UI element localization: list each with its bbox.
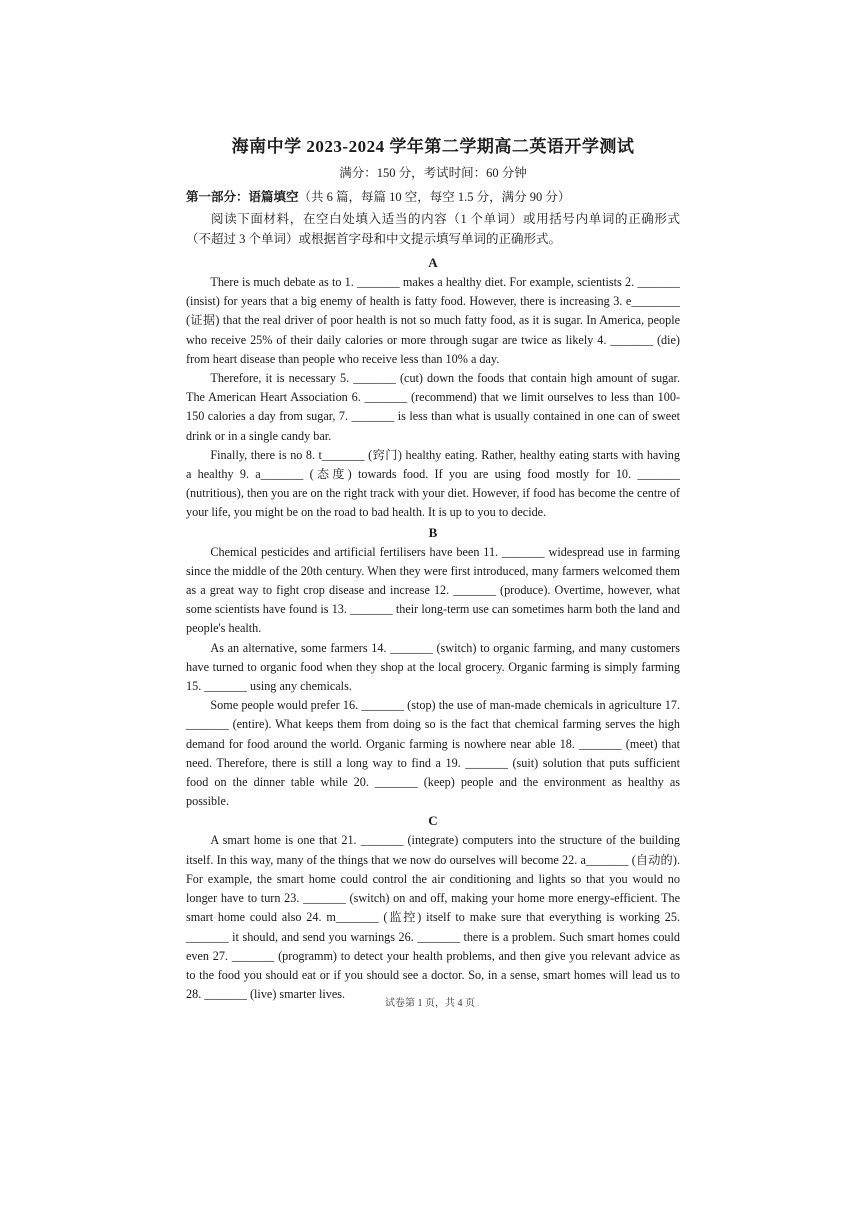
part-heading (186, 187, 680, 205)
paragraph: Chemical pesticides and artificial fertilisers have been 11. _______ widespread use in farming since the middle of the 20th century. When they were first introduced, many farmers welcomed them as a great way to fight crop disease and increase 12. _______ (produce). Overtime, however, what some scientists have found is 13. _______ their long-term use can sometimes harm both the land and people's health. (186, 544, 680, 636)
paragraph: A smart home is one that 21. _______ (integrate) computers into the structure of the building itself. In this way, many of the things that we now do ourselves will become 22. a_______ (自动的). For example, the smart home could control the air conditioning and lights so that you would no longer have to turn 23. _______ (switch) on and off, making your home more energy-efficient. The smart home could also 24. m_______ (监控) itself to make sure that everything is working 25. _______ it should, and send you warnings 26. _______ there is a problem. Such smart homes could even 27. _______ (programm) to detect your health problems, and then give you relevant advice as to the food you should eat or if you should see a doctor. So, in a sense, smart homes will lead us to 28. _______ (live) smarter lives. (186, 833, 680, 1002)
section-a-heading: A (428, 255, 438, 270)
instruction-text: 阅读下面材料，在空白处填入适当的内容（1 个单词）或用括号内单词的正确形式（不超过 3 个单词）或根据首字母和中文提示填写单词的正确形式。 (186, 212, 680, 246)
part-details: （共 6 篇，每篇 10 空，每空 1.5 分，满分 90 分） (298, 190, 571, 204)
paragraph: As an alternative, some farmers 14. _______ (switch) to organic farming, and many customers have turned to organic food when they shop at the local grocery. Organic farming is simply farming 15. _______ using any chemicals. (186, 640, 680, 694)
part-label: 第一部分：语篇填空 (186, 190, 299, 204)
page-footer: 试卷第 1 页，共 4 页 (385, 998, 475, 1009)
paragraph: Therefore, it is necessary 5. _______ (cut) down the foods that contain high amount of sugar. The American Heart Association 6. _______ (recommend) that we limit ourselves to less than 100-150 calories a day from sugar, 7. _______ is less than what is usually contained in one can of sweet drink or in a single candy bar. (186, 371, 680, 443)
exam-subtitle: 满分：150 分，考试时间：60 分钟 (339, 166, 527, 180)
paragraph: Some people would prefer 16. _______ (stop) the use of man-made chemicals in agriculture 17. _______ (entire). What keeps them from doing so is the fact that chemical farming serves the high demand for food around the world. Organic farming is nowhere near able 18. _______ (meet) that need. Therefore, there is still a long way to find a 19. _______ (suit) solution that puts sufficient food on the dinner table while 20. _______ (keep) people and the environment as healthy as possible. (186, 698, 680, 809)
paragraph: Finally, there is no 8. t_______ (窍门) healthy eating. Rather, healthy eating starts with having a healthy 9. a_______ (态度) towards food. If you are using food mostly for 10. _______ (nutritious), then you are on the right track with your diet. However, if food has become the centre of your life, you might be on the road to bad health. It is up to you to decide. (186, 447, 680, 520)
section-b-heading: B (428, 524, 438, 540)
exam-content (186, 132, 680, 1004)
section-c-heading: C (428, 813, 438, 829)
paragraph: There is much debate as to 1. _______ makes a healthy diet. For example, scientists 2. _______ (insist) for years that a big enemy of health is fatty food. However, there is increasing 3. e________ (证据) that the real driver of poor health is not so much fatty food, as it is sugar. In America, people who receive 25% of their daily calories or more through sugar are twice as likely 4. _______ (die) from heart disease than people who receive less than 10% a day. (186, 275, 680, 366)
exam-title: 海南中学 2023-2024 学年第二学期高二英语开学测试 (231, 137, 635, 156)
